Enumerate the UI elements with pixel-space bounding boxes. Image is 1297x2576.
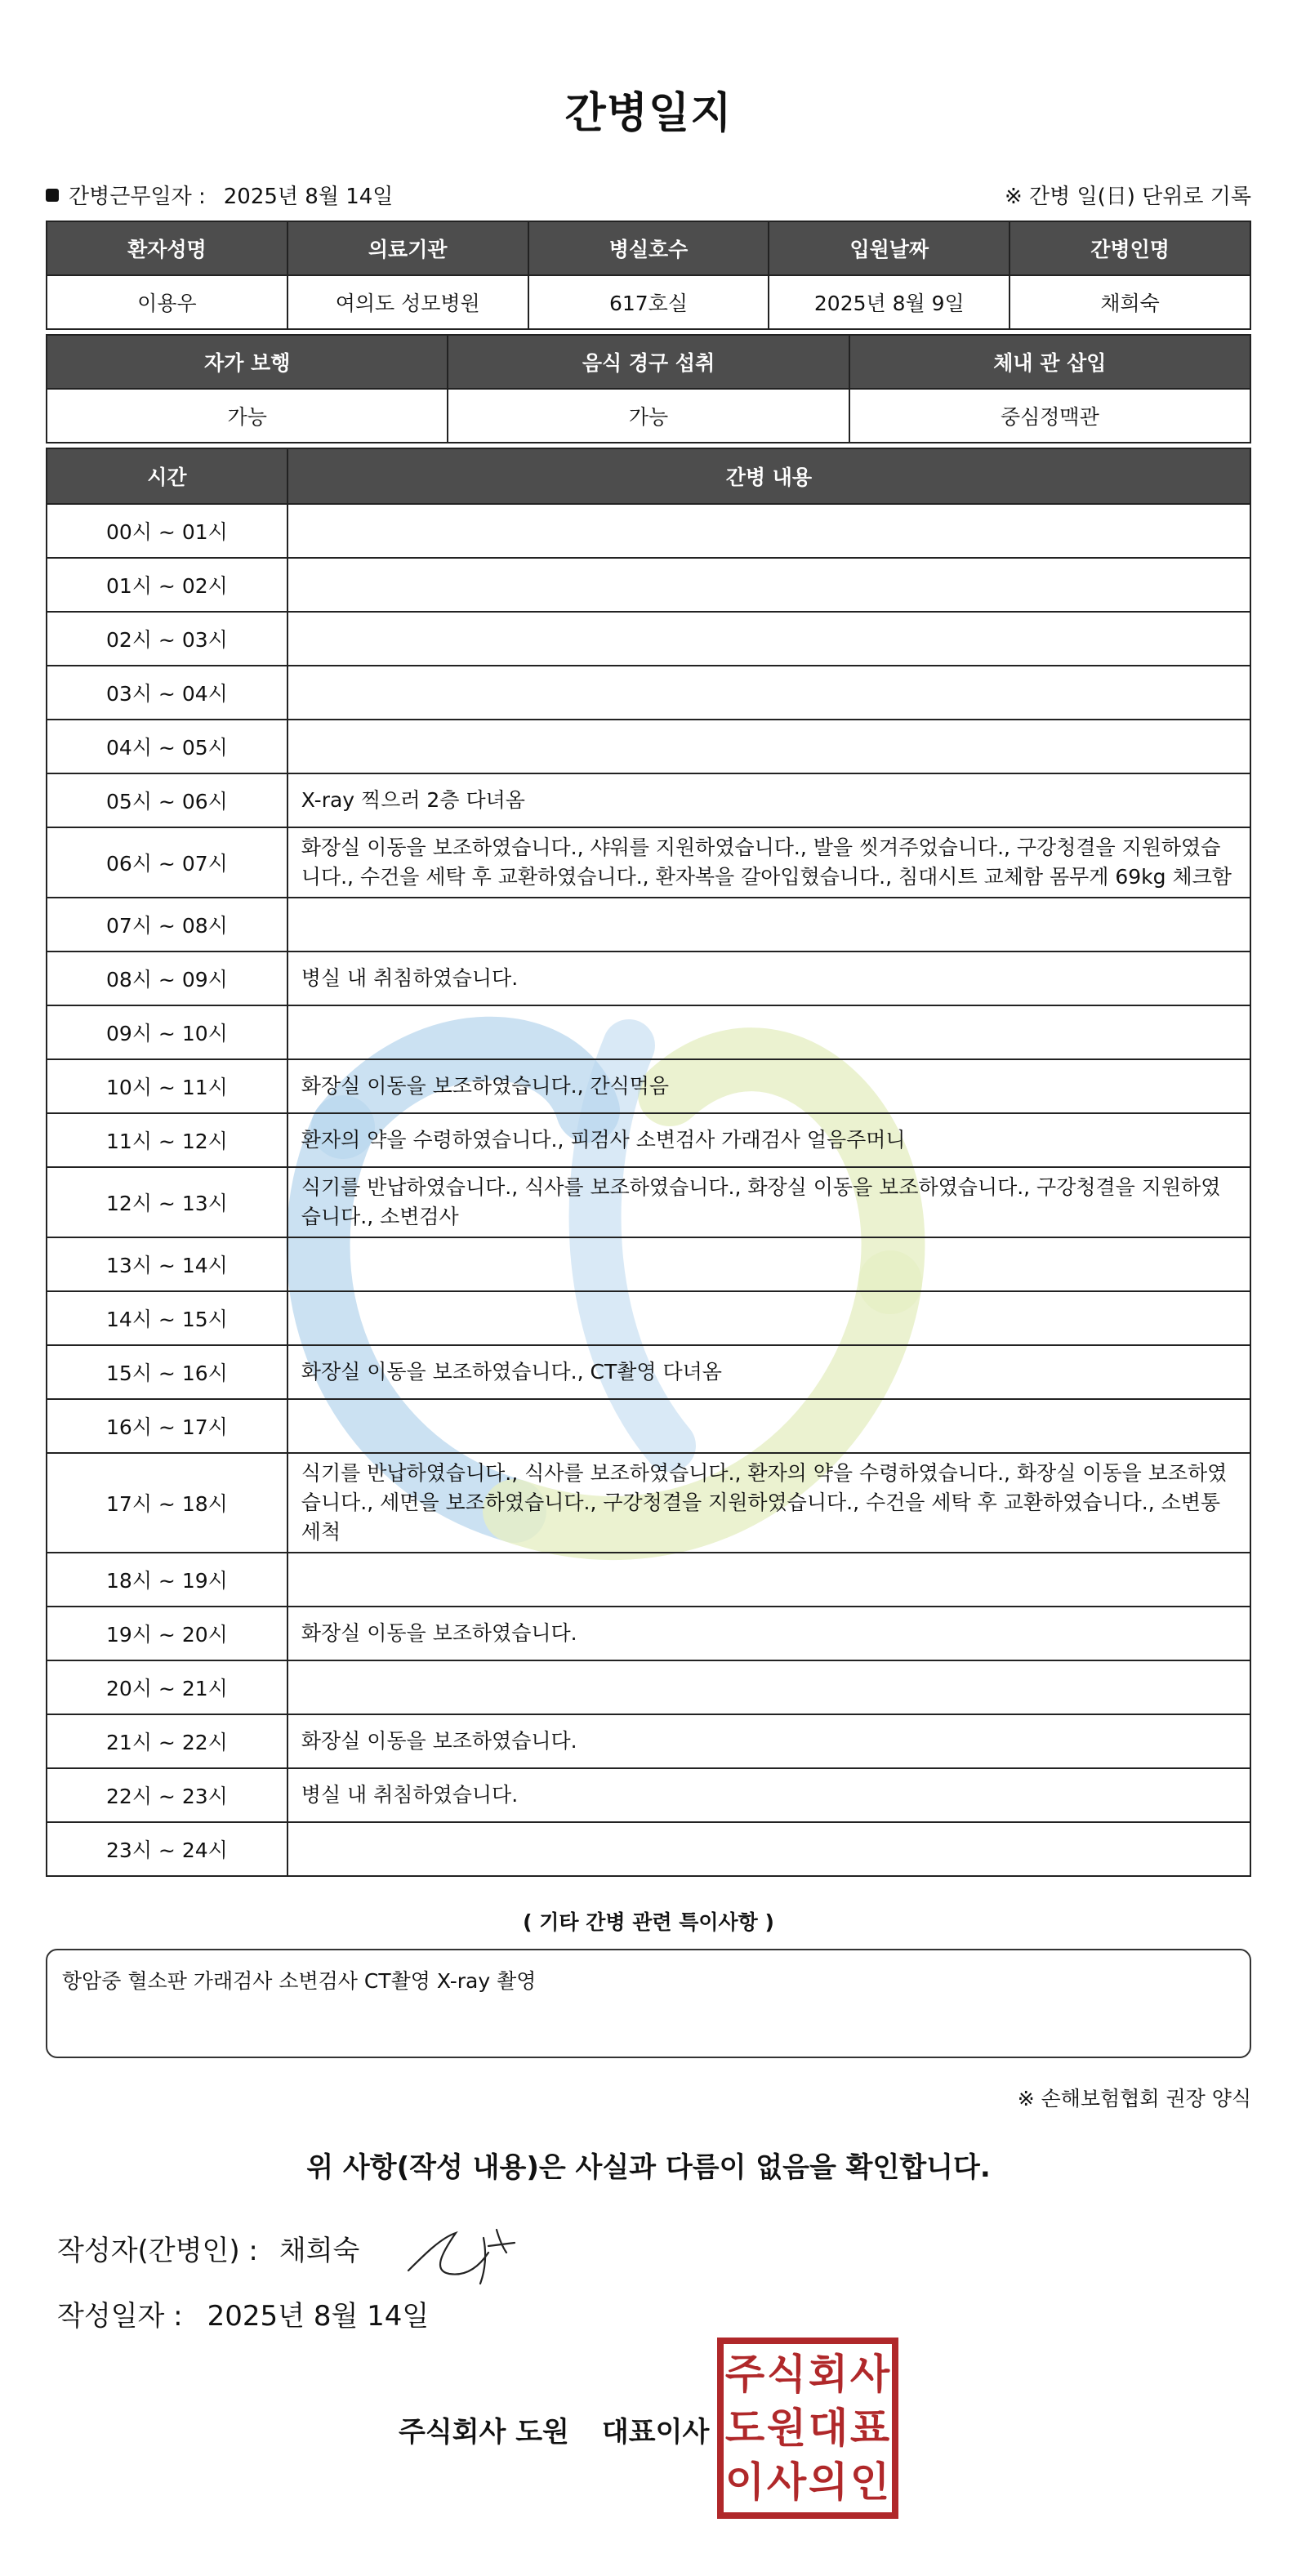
self-walking-value: 가능	[47, 389, 448, 443]
care-content	[287, 558, 1250, 612]
time-slot: 06시 ~ 07시	[47, 827, 287, 898]
company-seal-icon	[715, 2336, 900, 2520]
header-admission-date: 입원날짜	[769, 221, 1010, 275]
time-slot: 05시 ~ 06시	[47, 773, 287, 827]
table-row	[47, 1553, 1250, 1607]
time-slot: 08시 ~ 09시	[47, 952, 287, 1005]
time-slot: 18시 ~ 19시	[47, 1553, 287, 1607]
room-number: 617호실	[528, 275, 769, 329]
time-slot: 22시 ~ 23시	[47, 1768, 287, 1822]
table-row	[47, 898, 1250, 952]
written-date-label: 작성일자 :	[57, 2300, 183, 2333]
company-name: 주식회사 도원	[399, 2416, 569, 2449]
time-slot: 17시 ~ 18시	[47, 1453, 287, 1553]
table-row	[47, 1059, 1250, 1113]
table-row	[47, 558, 1250, 612]
caregiver-name: 채희숙	[1010, 275, 1250, 329]
seal-character: 이	[724, 2458, 765, 2506]
written-date-value: 2025년 8월 14일	[207, 2300, 430, 2333]
header-tube-insertion: 체내 관 삽입	[849, 335, 1250, 389]
table-row	[47, 1660, 1250, 1714]
time-slot: 16시 ~ 17시	[47, 1399, 287, 1453]
table-row	[47, 1167, 1250, 1237]
author-row	[57, 2228, 359, 2268]
time-slot: 15시 ~ 16시	[47, 1345, 287, 1399]
time-slot: 19시 ~ 20시	[47, 1607, 287, 1660]
seal-character: 인	[849, 2458, 890, 2506]
care-content	[287, 612, 1250, 666]
time-slot: 10시 ~ 11시	[47, 1059, 287, 1113]
written-date-row	[57, 2293, 429, 2333]
table-row	[47, 1399, 1250, 1453]
care-content	[287, 898, 1250, 952]
seal-character: 표	[849, 2404, 890, 2452]
care-content	[287, 1553, 1250, 1607]
square-bullet-icon	[46, 189, 59, 202]
patient-status-table	[46, 334, 1251, 443]
time-slot: 01시 ~ 02시	[47, 558, 287, 612]
care-content	[287, 1291, 1250, 1345]
care-content: 화장실 이동을 보조하였습니다., 간식먹음	[287, 1059, 1250, 1113]
time-slot: 21시 ~ 22시	[47, 1714, 287, 1768]
care-content: 환자의 약을 수령하였습니다., 피검사 소변검사 가래검사 얼음주머니	[287, 1113, 1250, 1167]
time-slot: 11시 ~ 12시	[47, 1113, 287, 1167]
care-content: 화장실 이동을 보조하였습니다.	[287, 1607, 1250, 1660]
table-row	[47, 1822, 1250, 1876]
oral-intake-value: 가능	[448, 389, 849, 443]
company-role: 대표이사	[601, 2416, 710, 2449]
form-footnote: ※ 손해보험협회 권장 양식	[1017, 2087, 1251, 2110]
table-row	[47, 1768, 1250, 1822]
time-slot: 23시 ~ 24시	[47, 1822, 287, 1876]
hospital-name: 여의도 성모병원	[287, 275, 528, 329]
status-value-row	[47, 389, 1250, 443]
care-content: 화장실 이동을 보조하였습니다., 샤워를 지원하였습니다., 발을 씻겨주었습니다., 구강청결을 지원하였습니다., 수건을 세탁 후 교환하였습니다., 환자복을 갈아입혔습니다., 침대시트 교체함 몸무게 69kg 체크함	[287, 827, 1250, 898]
seal-character: 주	[724, 2351, 765, 2398]
table-row	[47, 1453, 1250, 1553]
time-slot: 13시 ~ 14시	[47, 1237, 287, 1291]
seal-character: 원	[766, 2404, 807, 2452]
header-room-number: 병실호수	[528, 221, 769, 275]
care-content	[287, 504, 1250, 558]
table-row	[47, 1714, 1250, 1768]
company-row	[399, 2409, 709, 2449]
author-name: 채희숙	[279, 2235, 360, 2267]
care-content	[287, 1660, 1250, 1714]
author-label: 작성자(간병인) :	[57, 2235, 258, 2267]
care-log-body	[47, 504, 1250, 1876]
status-header-row	[47, 335, 1250, 389]
patient-info-header-row	[47, 221, 1250, 275]
table-row	[47, 1005, 1250, 1059]
tube-insertion-value: 중심정맥관	[849, 389, 1250, 443]
table-row	[47, 1345, 1250, 1399]
patient-name: 이용우	[47, 275, 287, 329]
care-content	[287, 1399, 1250, 1453]
admission-date: 2025년 8월 9일	[769, 275, 1010, 329]
notes-box	[46, 1949, 1251, 2058]
notes-content: 항암중 혈소판 가래검사 소변검사 CT촬영 X-ray 촬영	[62, 1969, 537, 1993]
seal-character: 의	[808, 2458, 849, 2506]
table-row	[47, 952, 1250, 1005]
care-content	[287, 666, 1250, 720]
care-content: 식기를 반납하였습니다., 식사를 보조하였습니다., 화장실 이동을 보조하였습니다., 구강청결을 지원하였습니다., 소변검사	[287, 1167, 1250, 1237]
care-content: 식기를 반납하였습니다., 식사를 보조하였습니다., 환자의 약을 수령하였습니다., 화장실 이동을 보조하였습니다., 세면을 보조하였습니다., 구강청결을 지원하였습니다., 수건을 세탁 후 교환하였습니다., 소변통 세척	[287, 1453, 1250, 1553]
seal-character: 도	[724, 2404, 765, 2452]
care-content	[287, 1005, 1250, 1059]
notes-title: ( 기타 간병 관련 특이사항 )	[523, 1910, 774, 1934]
table-row	[47, 612, 1250, 666]
work-date-label: 간병근무일자 :	[69, 185, 206, 209]
table-row	[47, 1607, 1250, 1660]
seal-character: 식	[766, 2351, 807, 2398]
table-row	[47, 1237, 1250, 1291]
table-row	[47, 720, 1250, 773]
seal-character: 사	[849, 2351, 890, 2398]
seal-character: 대	[808, 2404, 849, 2452]
patient-info-table	[46, 221, 1251, 330]
header-self-walking: 자가 보행	[47, 335, 448, 389]
care-content: 병실 내 취침하였습니다.	[287, 952, 1250, 1005]
table-row	[47, 1291, 1250, 1345]
patient-info-value-row	[47, 275, 1250, 329]
care-content	[287, 720, 1250, 773]
table-row	[47, 827, 1250, 898]
time-slot: 09시 ~ 10시	[47, 1005, 287, 1059]
table-row	[47, 1113, 1250, 1167]
care-content	[287, 1237, 1250, 1291]
header-hospital: 의료기관	[287, 221, 528, 275]
table-row	[47, 773, 1250, 827]
seal-character: 회	[808, 2351, 849, 2398]
care-content: 화장실 이동을 보조하였습니다., CT촬영 다녀옴	[287, 1345, 1250, 1399]
time-slot: 12시 ~ 13시	[47, 1167, 287, 1237]
header-oral-intake: 음식 경구 섭취	[448, 335, 849, 389]
care-log-table	[46, 448, 1251, 1877]
header-time: 시간	[47, 448, 287, 504]
header-caregiver-name: 간병인명	[1010, 221, 1250, 275]
confirmation-statement: 위 사항(작성 내용)은 사실과 다름이 없음을 확인합니다.	[306, 2151, 991, 2184]
time-slot: 14시 ~ 15시	[47, 1291, 287, 1345]
time-slot: 02시 ~ 03시	[47, 612, 287, 666]
time-slot: 00시 ~ 01시	[47, 504, 287, 558]
work-date-row	[46, 180, 393, 210]
page-title: 간병일지	[564, 89, 733, 138]
signature-icon	[392, 2205, 539, 2295]
time-slot: 03시 ~ 04시	[47, 666, 287, 720]
table-row	[47, 666, 1250, 720]
work-date-value: 2025년 8월 14일	[223, 185, 394, 209]
seal-character: 사	[766, 2458, 807, 2506]
time-slot: 07시 ~ 08시	[47, 898, 287, 952]
care-content: 화장실 이동을 보조하였습니다.	[287, 1714, 1250, 1768]
care-content: 병실 내 취침하였습니다.	[287, 1768, 1250, 1822]
unit-note: ※ 간병 일(日) 단위로 기록	[1004, 185, 1251, 209]
table-row	[47, 504, 1250, 558]
care-content: X-ray 찍으러 2층 다녀옴	[287, 773, 1250, 827]
header-care-content: 간병 내용	[287, 448, 1250, 504]
header-patient-name: 환자성명	[47, 221, 287, 275]
time-slot: 20시 ~ 21시	[47, 1660, 287, 1714]
time-slot: 04시 ~ 05시	[47, 720, 287, 773]
care-log-header-row	[47, 448, 1250, 504]
care-content	[287, 1822, 1250, 1876]
